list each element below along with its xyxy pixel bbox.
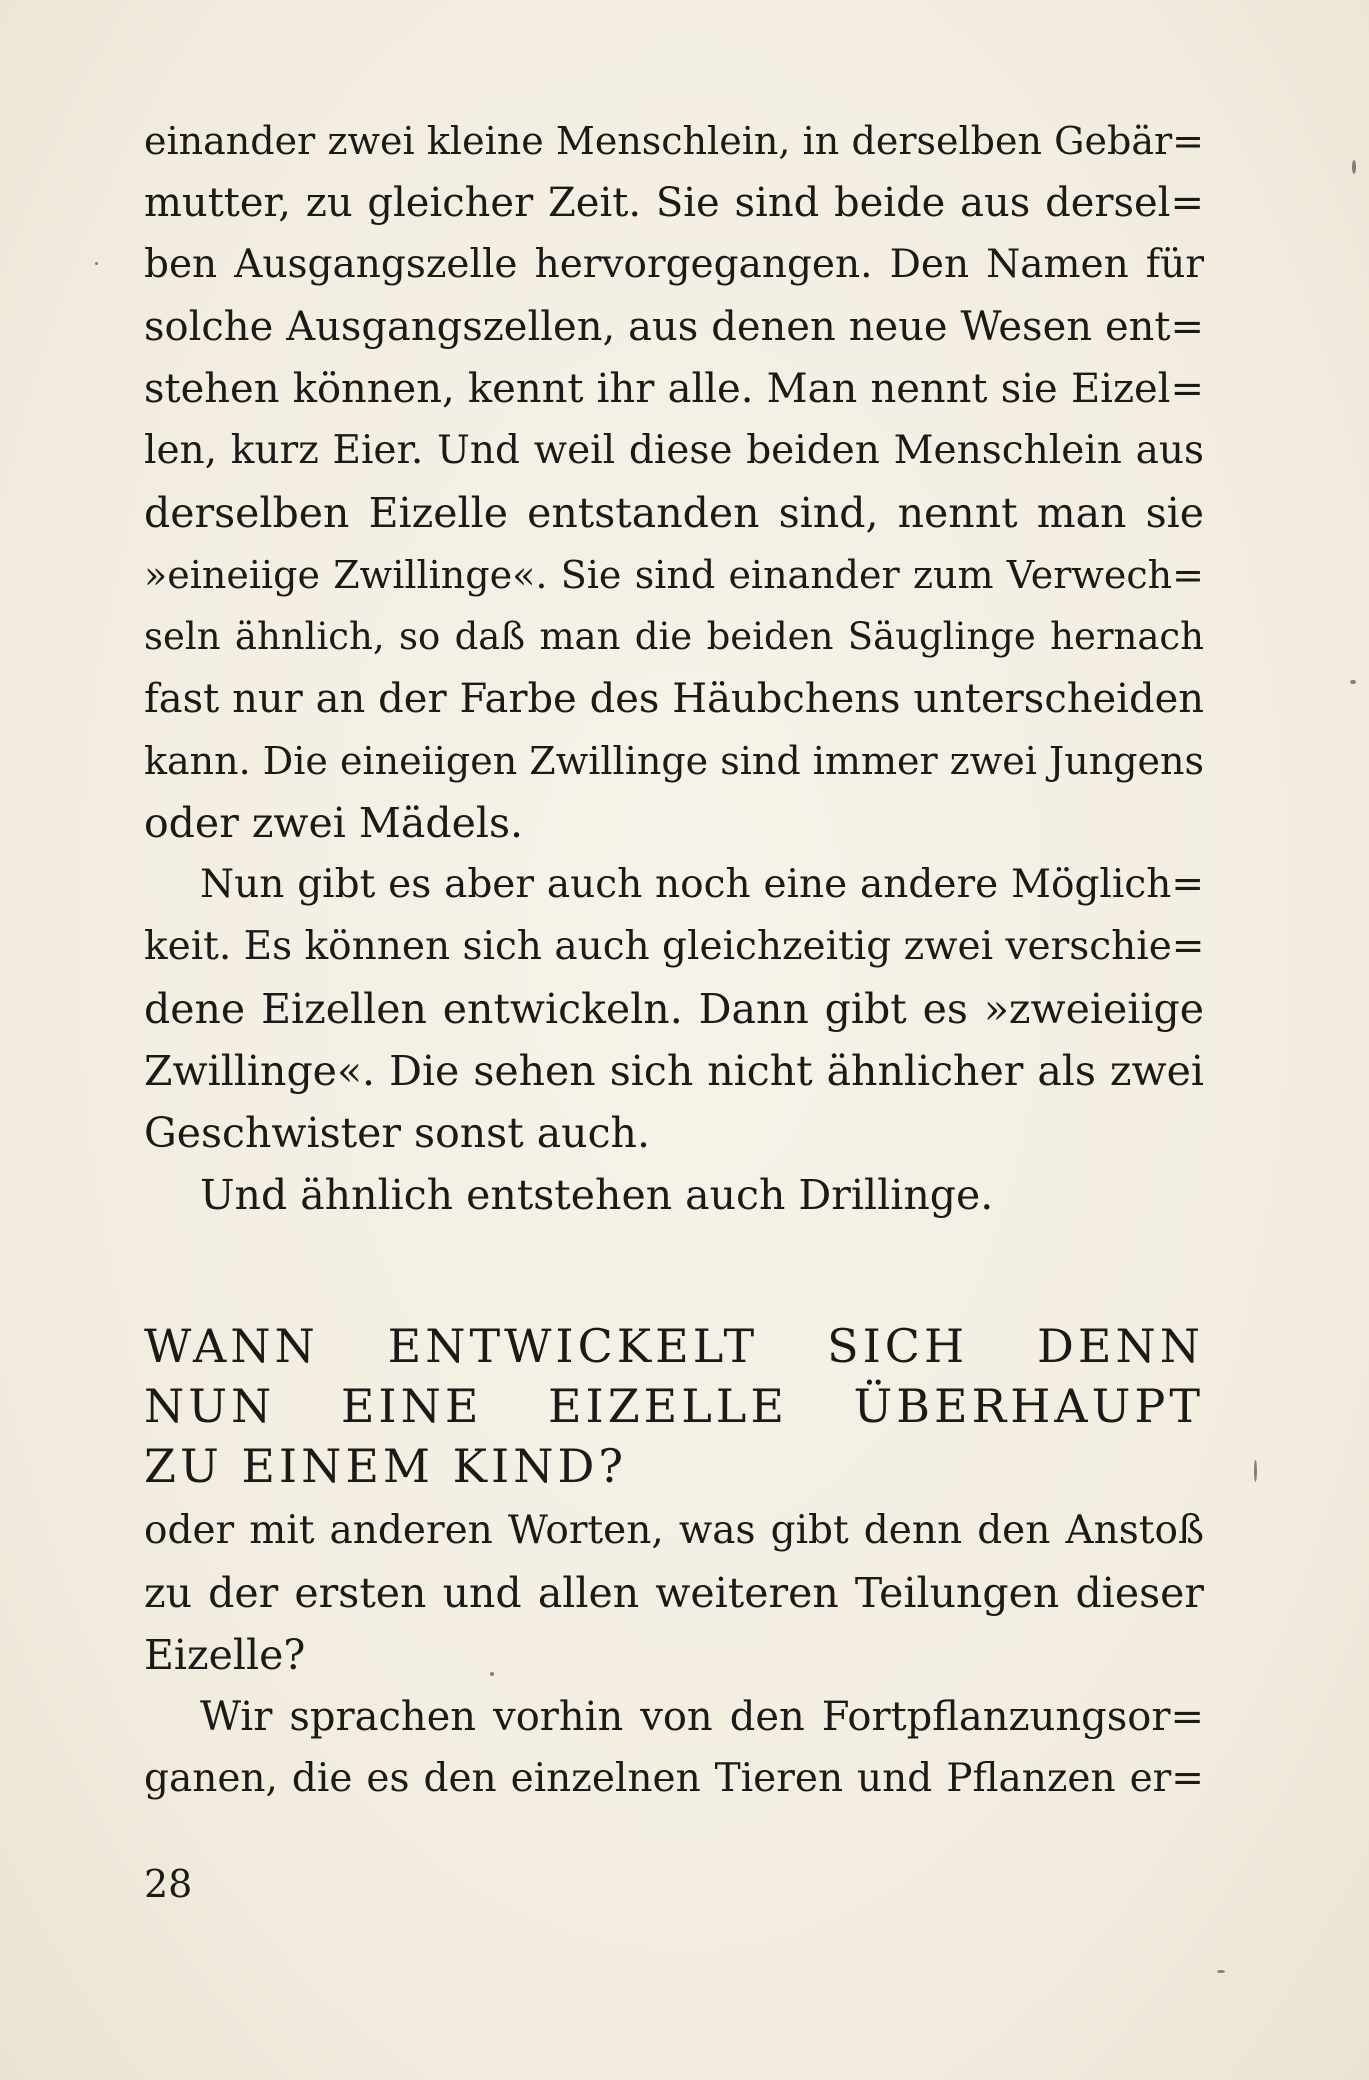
text-line: mutter, zu gleicher Zeit. Sie sind beide aus dersel= [144,180,1204,226]
paper-speck [1254,1460,1257,1482]
text-line: kann. Die eineiigen Zwillinge sind immer zwei Jungens [144,739,1204,783]
text-line: Nun gibt es aber auch noch eine andere Möglich= [200,862,1204,907]
text-line: Zwillinge«. Die sehen sich nicht ähnlicher als zwei [144,1047,1204,1095]
section-heading [144,1316,1204,1496]
heading-line: WANN ENTWICKELT SICH DENN [144,1319,1204,1373]
heading-line: NUN EINE EIZELLE ÜBERHAUPT [144,1379,1204,1433]
text-line: ben Ausgangszelle hervorgegangen. Den Namen für [144,242,1204,287]
text-line: Und ähnlich entstehen auch Drillinge. [200,1171,994,1219]
paper-speck [1217,1970,1225,1973]
heading-line: ZU EINEM KIND? [144,1439,627,1493]
text-line: keit. Es können sich auch gleichzeitig zwei verschie= [144,924,1205,969]
text-line: stehen können, kennt ihr alle. Man nennt sie Eizel= [144,366,1204,412]
text-line: oder zwei Mädels. [144,799,524,847]
text-line: Geschwister sonst auch. [144,1109,650,1157]
text-block-top [144,110,1204,1226]
text-line: einander zwei kleine Menschlein, in derselben Gebär= [144,119,1204,163]
text-line: len, kurz Eier. Und weil diese beiden Menschlein aus [144,428,1204,473]
text-line: ganen, die es den einzelnen Tieren und Pflanzen er= [144,1756,1204,1801]
paper-speck [490,1672,494,1676]
text-line: seln ähnlich, so daß man die beiden Säuglinge hernach [144,615,1204,658]
text-line: oder mit anderen Worten, was gibt denn den Anstoß [144,1508,1204,1553]
text-line: derselben Eizelle entstanden sind, nennt man sie [144,489,1204,537]
paper-speck [95,262,98,265]
text-line: dene Eizellen entwickeln. Dann gibt es »zweieiige [144,985,1204,1033]
paper-speck [1350,680,1356,684]
text-line: fast nur an der Farbe des Häubchens unterscheiden [144,676,1204,722]
page-number: 28 [144,1862,193,1906]
text-line: zu der ersten und allen weiteren Teilungen dieser [144,1569,1204,1617]
text-block-bottom [144,1500,1204,1810]
text-line: Eizelle? [144,1631,306,1679]
text-line: »eineiige Zwillinge«. Sie sind einander zum Verwech= [144,553,1204,597]
text-line: Wir sprachen vorhin von den Fortpflanzungsor= [200,1694,1204,1740]
paper-speck [1352,160,1356,174]
text-line: solche Ausgangszellen, aus denen neue Wesen ent= [144,304,1204,350]
